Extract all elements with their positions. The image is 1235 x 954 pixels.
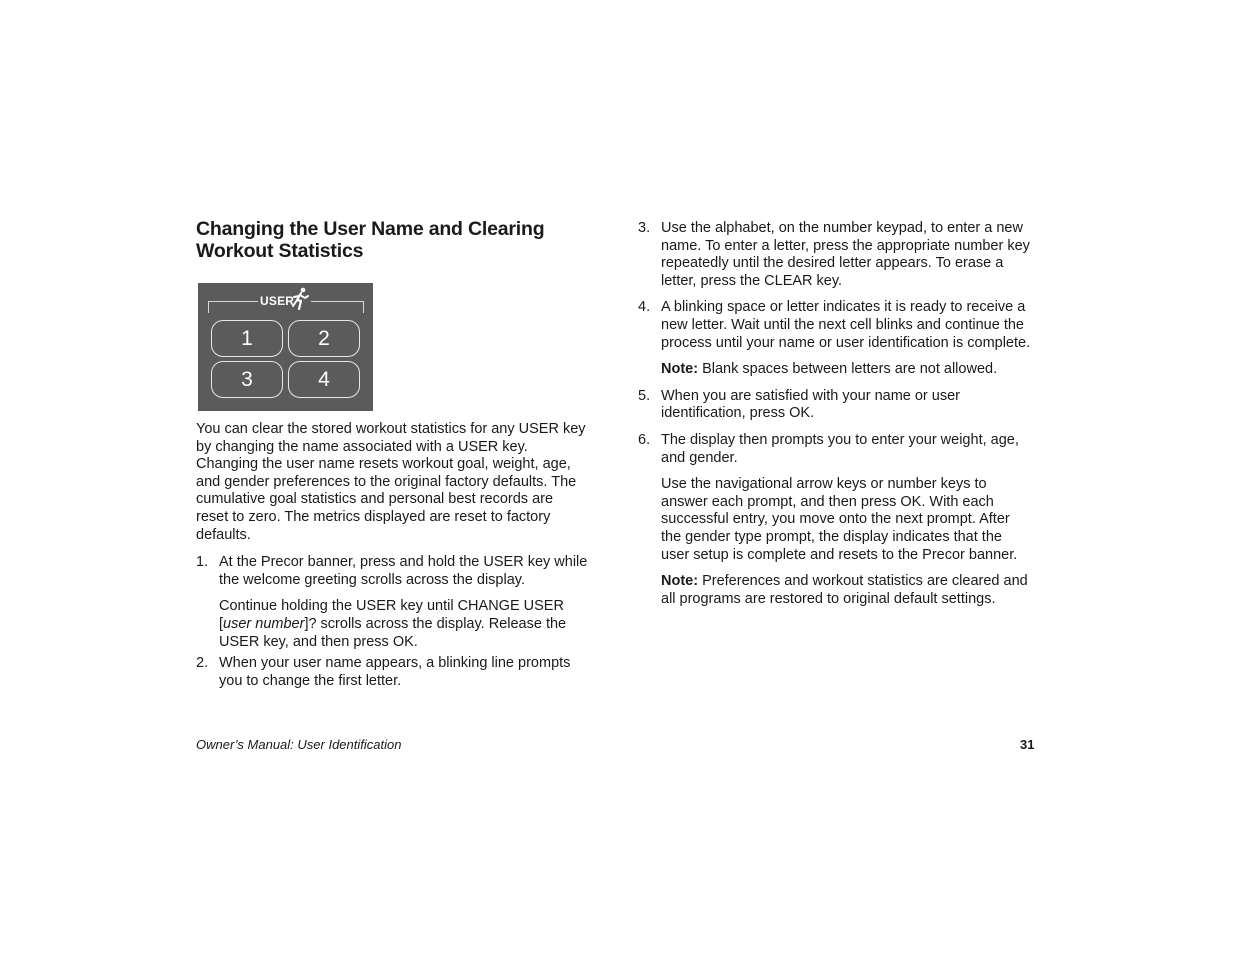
note-text: Preferences and workout statistics are cleared and xyxy=(698,573,1028,590)
right-column xyxy=(638,220,1042,608)
step-number: 6. xyxy=(638,431,651,448)
intro-line: and gender preferences to the original factory defaults. The xyxy=(196,473,577,490)
user-number-placeholder: user number xyxy=(223,615,305,632)
step-line: letter, press the CLEAR key. xyxy=(661,272,843,289)
intro-line: reset to zero. The metrics displayed are reset to factory xyxy=(196,508,551,525)
step-3 xyxy=(638,220,1042,290)
step-line: the welcome greeting scrolls across the display. xyxy=(219,571,525,588)
step-1 xyxy=(196,554,596,651)
step-number: 2. xyxy=(196,655,209,672)
intro-line: defaults. xyxy=(196,526,251,543)
step-line: At the Precor banner, press and hold the USER key while xyxy=(219,554,588,571)
intro-line: by changing the name associated with a USER key. xyxy=(196,438,528,455)
runner-icon xyxy=(290,287,310,311)
step-1-continuation: Continue holding the USER key until CHANGE USER [user number]? scrolls across the display. Release the USER key, and then press OK. xyxy=(219,598,567,650)
step-line: When you are satisfied with your name or user xyxy=(661,387,960,404)
step-line: process until your name or user identification is complete. xyxy=(661,334,1031,351)
step-2 xyxy=(196,655,596,690)
step-line: and gender. xyxy=(661,449,738,466)
step-line: The display then prompts you to enter your weight, age, xyxy=(661,431,1019,448)
keypad-user-label: USER xyxy=(260,294,295,308)
step-6-note xyxy=(661,573,1042,608)
intro-line: You can clear the stored workout statistics for any USER key xyxy=(196,421,586,437)
step-line: A blinking space or letter indicates it is ready to receive a xyxy=(661,299,1026,316)
intro-line: Changing the user name resets workout goal, weight, age, xyxy=(196,456,571,473)
page-number: 31 xyxy=(1020,737,1035,752)
keypad-bracket-left xyxy=(208,301,258,302)
user-key-3: 3 xyxy=(211,361,283,398)
step-line: new letter. Wait until the next cell blinks and continue the xyxy=(661,316,1024,333)
intro-line: cumulative goal statistics and personal best records are xyxy=(196,491,554,508)
keypad-bracket-tick-right xyxy=(363,301,364,313)
step-4-note xyxy=(661,361,1042,379)
footer-title: Owner’s Manual: User Identification xyxy=(196,737,402,752)
keypad-bracket-tick-left xyxy=(208,301,209,313)
user-key-4: 4 xyxy=(288,361,360,398)
step-number: 4. xyxy=(638,299,651,316)
step-line: When your user name appears, a blinking line prompts xyxy=(219,655,571,672)
step-number: 3. xyxy=(638,220,651,236)
user-key-1: 1 xyxy=(211,320,283,357)
step-6 xyxy=(638,432,1042,608)
user-key-2: 2 xyxy=(288,320,360,357)
user-keypad-illustration xyxy=(198,283,373,411)
left-column xyxy=(196,218,596,689)
step-number: 5. xyxy=(638,387,651,404)
step-4 xyxy=(638,299,1042,378)
section-heading xyxy=(196,218,596,262)
intro-paragraph xyxy=(196,421,596,690)
step-5 xyxy=(638,388,1042,423)
note-label: Note: xyxy=(661,361,699,378)
step-line: repeatedly until the desired letter appears. To erase a xyxy=(661,255,1004,272)
note-label: Note: xyxy=(661,573,699,590)
heading-line-2: Workout Statistics xyxy=(196,240,364,262)
note-text: all programs are restored to original default settings. xyxy=(661,590,996,607)
step-line: name. To enter a letter, press the appropriate number key xyxy=(661,237,1030,254)
note-text: Blank spaces between letters are not allowed. xyxy=(698,361,998,378)
step-6-continuation: Use the navigational arrow keys or number keys to answer each prompt, and then press OK. With each successful entry, you move onto the next prompt. After the gender type prompt, the display indicates that the user setup is complete and resets to the Precor banner. xyxy=(661,476,1018,563)
keypad-bracket-right xyxy=(311,301,363,302)
heading-line-1: Changing the User Name and Clearing xyxy=(196,218,545,240)
step-line: identification, press OK. xyxy=(661,405,815,422)
step-line: you to change the first letter. xyxy=(219,672,402,689)
step-line: Use the alphabet, on the number keypad, to enter a new xyxy=(661,220,1023,236)
step-number: 1. xyxy=(196,554,209,571)
